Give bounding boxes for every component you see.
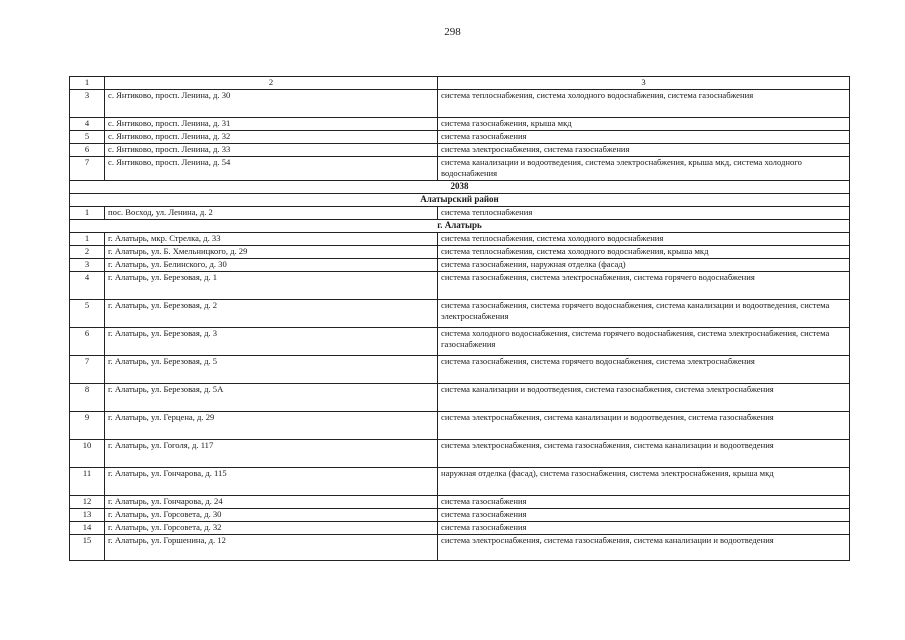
table-row (70, 440, 850, 468)
row-number: 7 (70, 157, 105, 181)
table-row (70, 90, 850, 118)
section-heading: 2038 (70, 181, 850, 194)
systems-cell: система газоснабжения (438, 509, 850, 522)
systems-cell: система канализации и водоотведения, система газоснабжения, система электроснабжения (438, 384, 850, 412)
address-cell: г. Алатырь, мкр. Стрелка, д. 33 (105, 233, 438, 246)
header-cell-3: 3 (438, 77, 850, 90)
register-table (69, 76, 850, 561)
systems-cell: система теплоснабжения, система холодного водоснабжения, крыша мкд (438, 246, 850, 259)
row-number: 6 (70, 144, 105, 157)
systems-cell: система теплоснабжения, система холодного водоснабжения, система газоснабжения (438, 90, 850, 118)
section-heading-row (70, 181, 850, 194)
systems-cell: система электроснабжения, система газоснабжения, система канализации и водоотведения (438, 535, 850, 561)
row-number: 6 (70, 328, 105, 356)
table-row (70, 496, 850, 509)
row-number: 7 (70, 356, 105, 384)
table-row (70, 144, 850, 157)
row-number: 10 (70, 440, 105, 468)
table-header-row (70, 77, 850, 90)
row-number: 4 (70, 272, 105, 300)
table-row (70, 509, 850, 522)
section-heading-row (70, 194, 850, 207)
address-cell: г. Алатырь, ул. Гоголя, д. 117 (105, 440, 438, 468)
row-number: 13 (70, 509, 105, 522)
row-number: 8 (70, 384, 105, 412)
systems-cell: система холодного водоснабжения, система горячего водоснабжения, система электроснабжения, система газоснабжения (438, 328, 850, 356)
row-number: 12 (70, 496, 105, 509)
table-row (70, 412, 850, 440)
row-number: 3 (70, 259, 105, 272)
table-row (70, 233, 850, 246)
address-cell: г. Алатырь, ул. Березовая, д. 1 (105, 272, 438, 300)
table-row (70, 522, 850, 535)
row-number: 15 (70, 535, 105, 561)
table-row (70, 131, 850, 144)
table-row (70, 468, 850, 496)
systems-cell: система газоснабжения, крыша мкд (438, 118, 850, 131)
systems-cell: система газоснабжения, система горячего водоснабжения, система канализации и водоотведения, система электроснабжения (438, 300, 850, 328)
table-row (70, 246, 850, 259)
address-cell: г. Алатырь, ул. Березовая, д. 2 (105, 300, 438, 328)
address-cell: г. Алатырь, ул. Гончарова, д. 24 (105, 496, 438, 509)
address-cell: г. Алатырь, ул. Березовая, д. 3 (105, 328, 438, 356)
section-heading: г. Алатырь (70, 220, 850, 233)
row-number: 3 (70, 90, 105, 118)
address-cell: г. Алатырь, ул. Белинского, д. 30 (105, 259, 438, 272)
systems-cell: система электроснабжения, система газоснабжения, система канализации и водоотведения (438, 440, 850, 468)
systems-cell: система канализации и водоотведения, система электроснабжения, крыша мкд, система холодного водоснабжения (438, 157, 850, 181)
table-row (70, 272, 850, 300)
section-heading-row (70, 220, 850, 233)
systems-cell: система электроснабжения, система канализации и водоотведения, система газоснабжения (438, 412, 850, 440)
address-cell: пос. Восход, ул. Ленина, д. 2 (105, 207, 438, 220)
systems-cell: система газоснабжения, система электроснабжения, система горячего водоснабжения (438, 272, 850, 300)
systems-cell: система газоснабжения (438, 522, 850, 535)
page-number: 298 (444, 26, 461, 38)
row-number: 5 (70, 131, 105, 144)
address-cell: г. Алатырь, ул. Горсовета, д. 30 (105, 509, 438, 522)
address-cell: г. Алатырь, ул. Горсовета, д. 32 (105, 522, 438, 535)
systems-cell: система электроснабжения, система газоснабжения (438, 144, 850, 157)
address-cell: г. Алатырь, ул. Герцена, д. 29 (105, 412, 438, 440)
systems-cell: система теплоснабжения (438, 207, 850, 220)
header-cell-1: 1 (70, 77, 105, 90)
address-cell: с. Янтиково, просп. Ленина, д. 32 (105, 131, 438, 144)
address-cell: г. Алатырь, ул. Березовая, д. 5 (105, 356, 438, 384)
section-heading: Алатырский район (70, 194, 850, 207)
systems-cell: система теплоснабжения, система холодного водоснабжения (438, 233, 850, 246)
address-cell: г. Алатырь, ул. Березовая, д. 5А (105, 384, 438, 412)
systems-cell: система газоснабжения, наружная отделка (фасад) (438, 259, 850, 272)
table-row (70, 300, 850, 328)
table-row (70, 328, 850, 356)
table-row (70, 384, 850, 412)
table-row (70, 356, 850, 384)
table-row (70, 207, 850, 220)
systems-cell: наружная отделка (фасад), система газоснабжения, система электроснабжения, крыша мкд (438, 468, 850, 496)
address-cell: г. Алатырь, ул. Горшенина, д. 12 (105, 535, 438, 561)
row-number: 9 (70, 412, 105, 440)
systems-cell: система газоснабжения, система горячего водоснабжения, система электроснабжения (438, 356, 850, 384)
address-cell: г. Алатырь, ул. Б. Хмельницкого, д. 29 (105, 246, 438, 259)
address-cell: с. Янтиково, просп. Ленина, д. 30 (105, 90, 438, 118)
table-row (70, 259, 850, 272)
row-number: 1 (70, 207, 105, 220)
systems-cell: система газоснабжения (438, 496, 850, 509)
row-number: 14 (70, 522, 105, 535)
row-number: 2 (70, 246, 105, 259)
address-cell: с. Янтиково, просп. Ленина, д. 31 (105, 118, 438, 131)
row-number: 5 (70, 300, 105, 328)
header-cell-2: 2 (105, 77, 438, 90)
address-cell: с. Янтиково, просп. Ленина, д. 33 (105, 144, 438, 157)
row-number: 11 (70, 468, 105, 496)
address-cell: с. Янтиково, просп. Ленина, д. 54 (105, 157, 438, 181)
row-number: 4 (70, 118, 105, 131)
row-number: 1 (70, 233, 105, 246)
systems-cell: система газоснабжения (438, 131, 850, 144)
address-cell: г. Алатырь, ул. Гончарова, д. 115 (105, 468, 438, 496)
table-row (70, 118, 850, 131)
table-row (70, 535, 850, 561)
table-row (70, 157, 850, 181)
